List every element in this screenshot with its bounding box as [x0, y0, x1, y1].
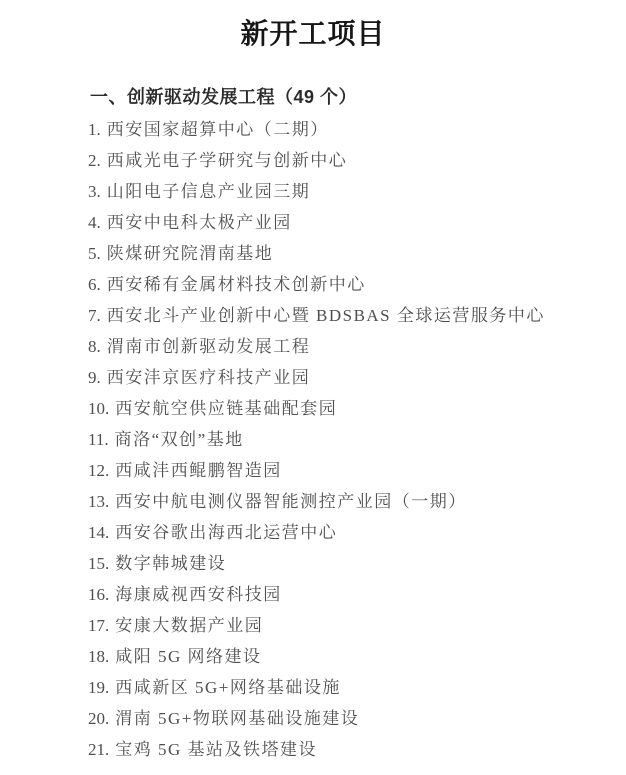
item-number: 8. — [88, 337, 101, 356]
list-item — [88, 455, 626, 486]
item-number: 10. — [88, 399, 110, 418]
list-item — [88, 672, 626, 703]
list-item — [88, 610, 626, 641]
item-number: 14. — [88, 523, 110, 542]
item-text: 渭南市创新驱动发展工程 — [106, 337, 311, 356]
list-item — [88, 703, 626, 734]
item-text: 宝鸡 5G 基站及铁塔建设 — [115, 740, 318, 759]
item-text: 海康威视西安科技园 — [115, 585, 282, 604]
item-number: 6. — [88, 275, 101, 294]
item-text: 西咸沣西鲲鹏智造园 — [115, 461, 282, 480]
item-text: 西安沣京医疗科技产业园 — [106, 368, 311, 387]
item-text: 西安国家超算中心（二期） — [106, 120, 329, 139]
item-number: 4. — [88, 213, 101, 232]
item-number: 16. — [88, 585, 110, 604]
item-text: 西安中航电测仪器智能测控产业园（一期） — [115, 492, 467, 511]
project-list — [88, 114, 626, 765]
item-text: 安康大数据产业园 — [115, 616, 264, 635]
item-text: 西安稀有金属材料技术创新中心 — [106, 275, 366, 294]
list-item — [88, 362, 626, 393]
item-text: 西安谷歌出海西北运营中心 — [115, 523, 338, 542]
item-text: 渭南 5G+物联网基础设施建设 — [115, 709, 360, 728]
item-number: 18. — [88, 647, 110, 666]
page-title: 新开工项目 — [240, 18, 386, 49]
section-heading: 一、创新驱动发展工程（49 个） — [90, 87, 358, 107]
item-text: 西咸新区 5G+网络基础设施 — [115, 678, 341, 697]
item-number: 15. — [88, 554, 110, 573]
list-item — [88, 269, 626, 300]
item-number: 20. — [88, 709, 110, 728]
item-text: 陕煤研究院渭南基地 — [106, 244, 274, 263]
item-number: 21. — [88, 740, 110, 759]
item-number: 12. — [88, 461, 110, 480]
list-item — [88, 145, 626, 176]
list-item — [88, 114, 626, 145]
item-text: 西安航空供应链基础配套园 — [115, 399, 338, 418]
item-number: 3. — [88, 182, 101, 201]
item-text: 西安中电科太极产业园 — [106, 213, 292, 232]
item-number: 11. — [88, 430, 109, 449]
list-item — [88, 641, 626, 672]
item-text: 数字韩城建设 — [115, 554, 227, 573]
item-number: 7. — [88, 306, 101, 325]
item-text: 西咸光电子学研究与创新中心 — [106, 151, 348, 170]
list-item — [88, 579, 626, 610]
list-item — [88, 393, 626, 424]
list-item — [88, 517, 626, 548]
item-number: 1. — [88, 120, 101, 139]
list-item — [88, 486, 626, 517]
item-text: 西安北斗产业创新中心暨 BDSBAS 全球运营服务中心 — [106, 306, 545, 325]
list-item — [88, 207, 626, 238]
item-text: 商洛“双创”基地 — [114, 430, 244, 449]
item-number: 5. — [88, 244, 101, 263]
item-number: 2. — [88, 151, 101, 170]
item-number: 17. — [88, 616, 110, 635]
list-item — [88, 300, 626, 331]
list-item — [88, 424, 626, 455]
list-item — [88, 176, 626, 207]
item-number: 9. — [88, 368, 101, 387]
list-item — [88, 734, 626, 765]
list-item — [88, 238, 626, 269]
list-item — [88, 548, 626, 579]
item-number: 19. — [88, 678, 110, 697]
list-item — [88, 331, 626, 362]
item-number: 13. — [88, 492, 110, 511]
item-text: 咸阳 5G 网络建设 — [115, 647, 262, 666]
item-text: 山阳电子信息产业园三期 — [106, 182, 311, 201]
